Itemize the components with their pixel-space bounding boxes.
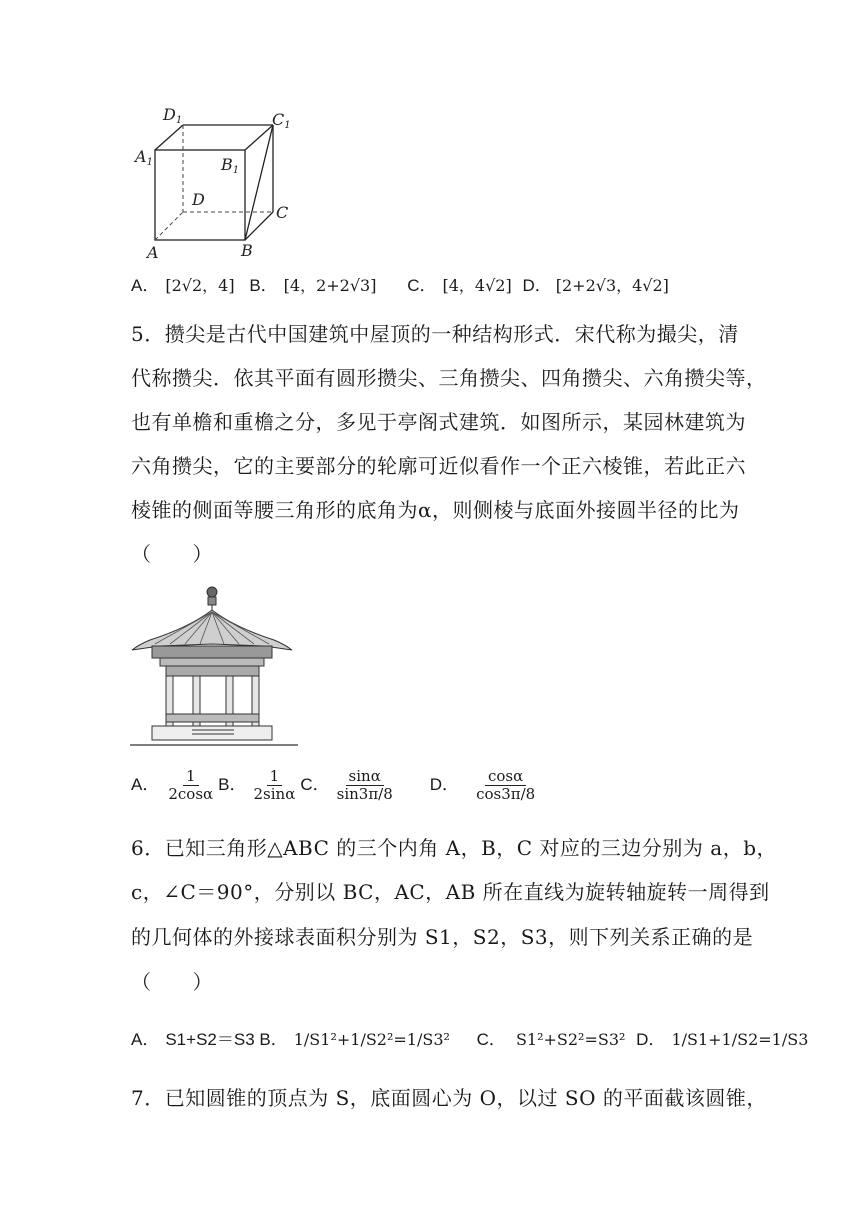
q5-option-b: B． $\frac{1}{2\sin\alpha}$ <box>218 768 298 803</box>
label-D: D <box>192 190 205 209</box>
q6-line-3: 的几何体的外接球表面积分别为 S1，S2，S3，则下列关系正确的是 <box>131 925 754 949</box>
label-B1: B1 <box>221 155 240 176</box>
q6-paren: （ ） <box>131 970 213 994</box>
q5-option-a-fraction: $\frac{1}{2\cos\alpha}$ <box>168 766 214 803</box>
label-A: A <box>147 243 159 262</box>
q4-option-b: B． [4，2+2√3] <box>249 276 377 295</box>
q5-option-d: D． $\frac{\cos\alpha}{\cos 3\pi/8}$ <box>430 768 538 803</box>
label-A1: A1 <box>135 147 153 168</box>
q4-option-c: C． [4，4√2] <box>407 276 512 295</box>
q5-line-1: 5．攒尖是古代中国建筑中屋顶的一种结构形式．宋代称为撮尖，清 <box>131 322 739 346</box>
q4-option-a: A． [2√2，4] <box>131 276 235 295</box>
q6-options <box>131 1030 808 1050</box>
q5-option-b-fraction: $\frac{1}{2\sin\alpha}$ <box>253 766 296 803</box>
q4-option-d: D． [2+2√3，4√2] <box>522 276 669 295</box>
q6-option-b: B． 1/S1²+1/S2²=1/S3² <box>259 1030 450 1049</box>
q5-line-5: 棱锥的侧面等腰三角形的底角为α，则侧棱与底面外接圆半径的比为 <box>131 498 740 522</box>
q7-line-1: 7．已知圆锥的顶点为 S，底面圆心为 O，以过 SO 的平面截该圆锥， <box>131 1086 767 1110</box>
label-C: C <box>276 203 289 222</box>
q5-line-2: 代称攒尖．依其平面有圆形攒尖、三角攒尖、四角攒尖、六角攒尖等， <box>131 366 767 390</box>
q6-line-1: 6．已知三角形△ABC 的三个内角 A，B，C 对应的三边分别为 a，b， <box>131 836 778 860</box>
q5-option-c: C． $\frac{\sin\alpha}{\sin 3\pi/8}$ <box>300 768 395 803</box>
q6-option-a: A． S1+S2＝S3 <box>131 1030 255 1049</box>
cube-figure <box>130 100 300 270</box>
q6-option-c: C． S1²+S2²=S3² <box>476 1030 626 1049</box>
q4-options <box>131 276 669 296</box>
q5-option-a: A． $\frac{1}{2\cos\alpha}$ <box>131 768 216 803</box>
label-D1: D1 <box>163 105 183 126</box>
q5-option-d-fraction: $\frac{\cos\alpha}{\cos 3\pi/8}$ <box>476 766 536 803</box>
pavilion-illustration <box>130 582 300 748</box>
q5-line-3: 也有单檐和重檐之分，多见于亭阁式建筑．如图所示，某园林建筑为 <box>131 410 746 434</box>
label-C1: C1 <box>272 110 291 131</box>
label-B: B <box>241 241 253 260</box>
q5-line-4: 六角攒尖，它的主要部分的轮廓可近似看作一个正六棱锥，若此正六 <box>131 454 746 478</box>
q6-option-d: D． 1/S1+1/S2=1/S3 <box>636 1030 809 1049</box>
q5-options <box>131 760 538 810</box>
q5-option-c-fraction: $\frac{\sin\alpha}{\sin 3\pi/8}$ <box>336 766 393 803</box>
q6-line-2: c，∠C＝90°，分别以 BC，AC，AB 所在直线为旋转轴旋转一周得到 <box>131 880 770 904</box>
q5-paren: （ ） <box>131 542 213 566</box>
